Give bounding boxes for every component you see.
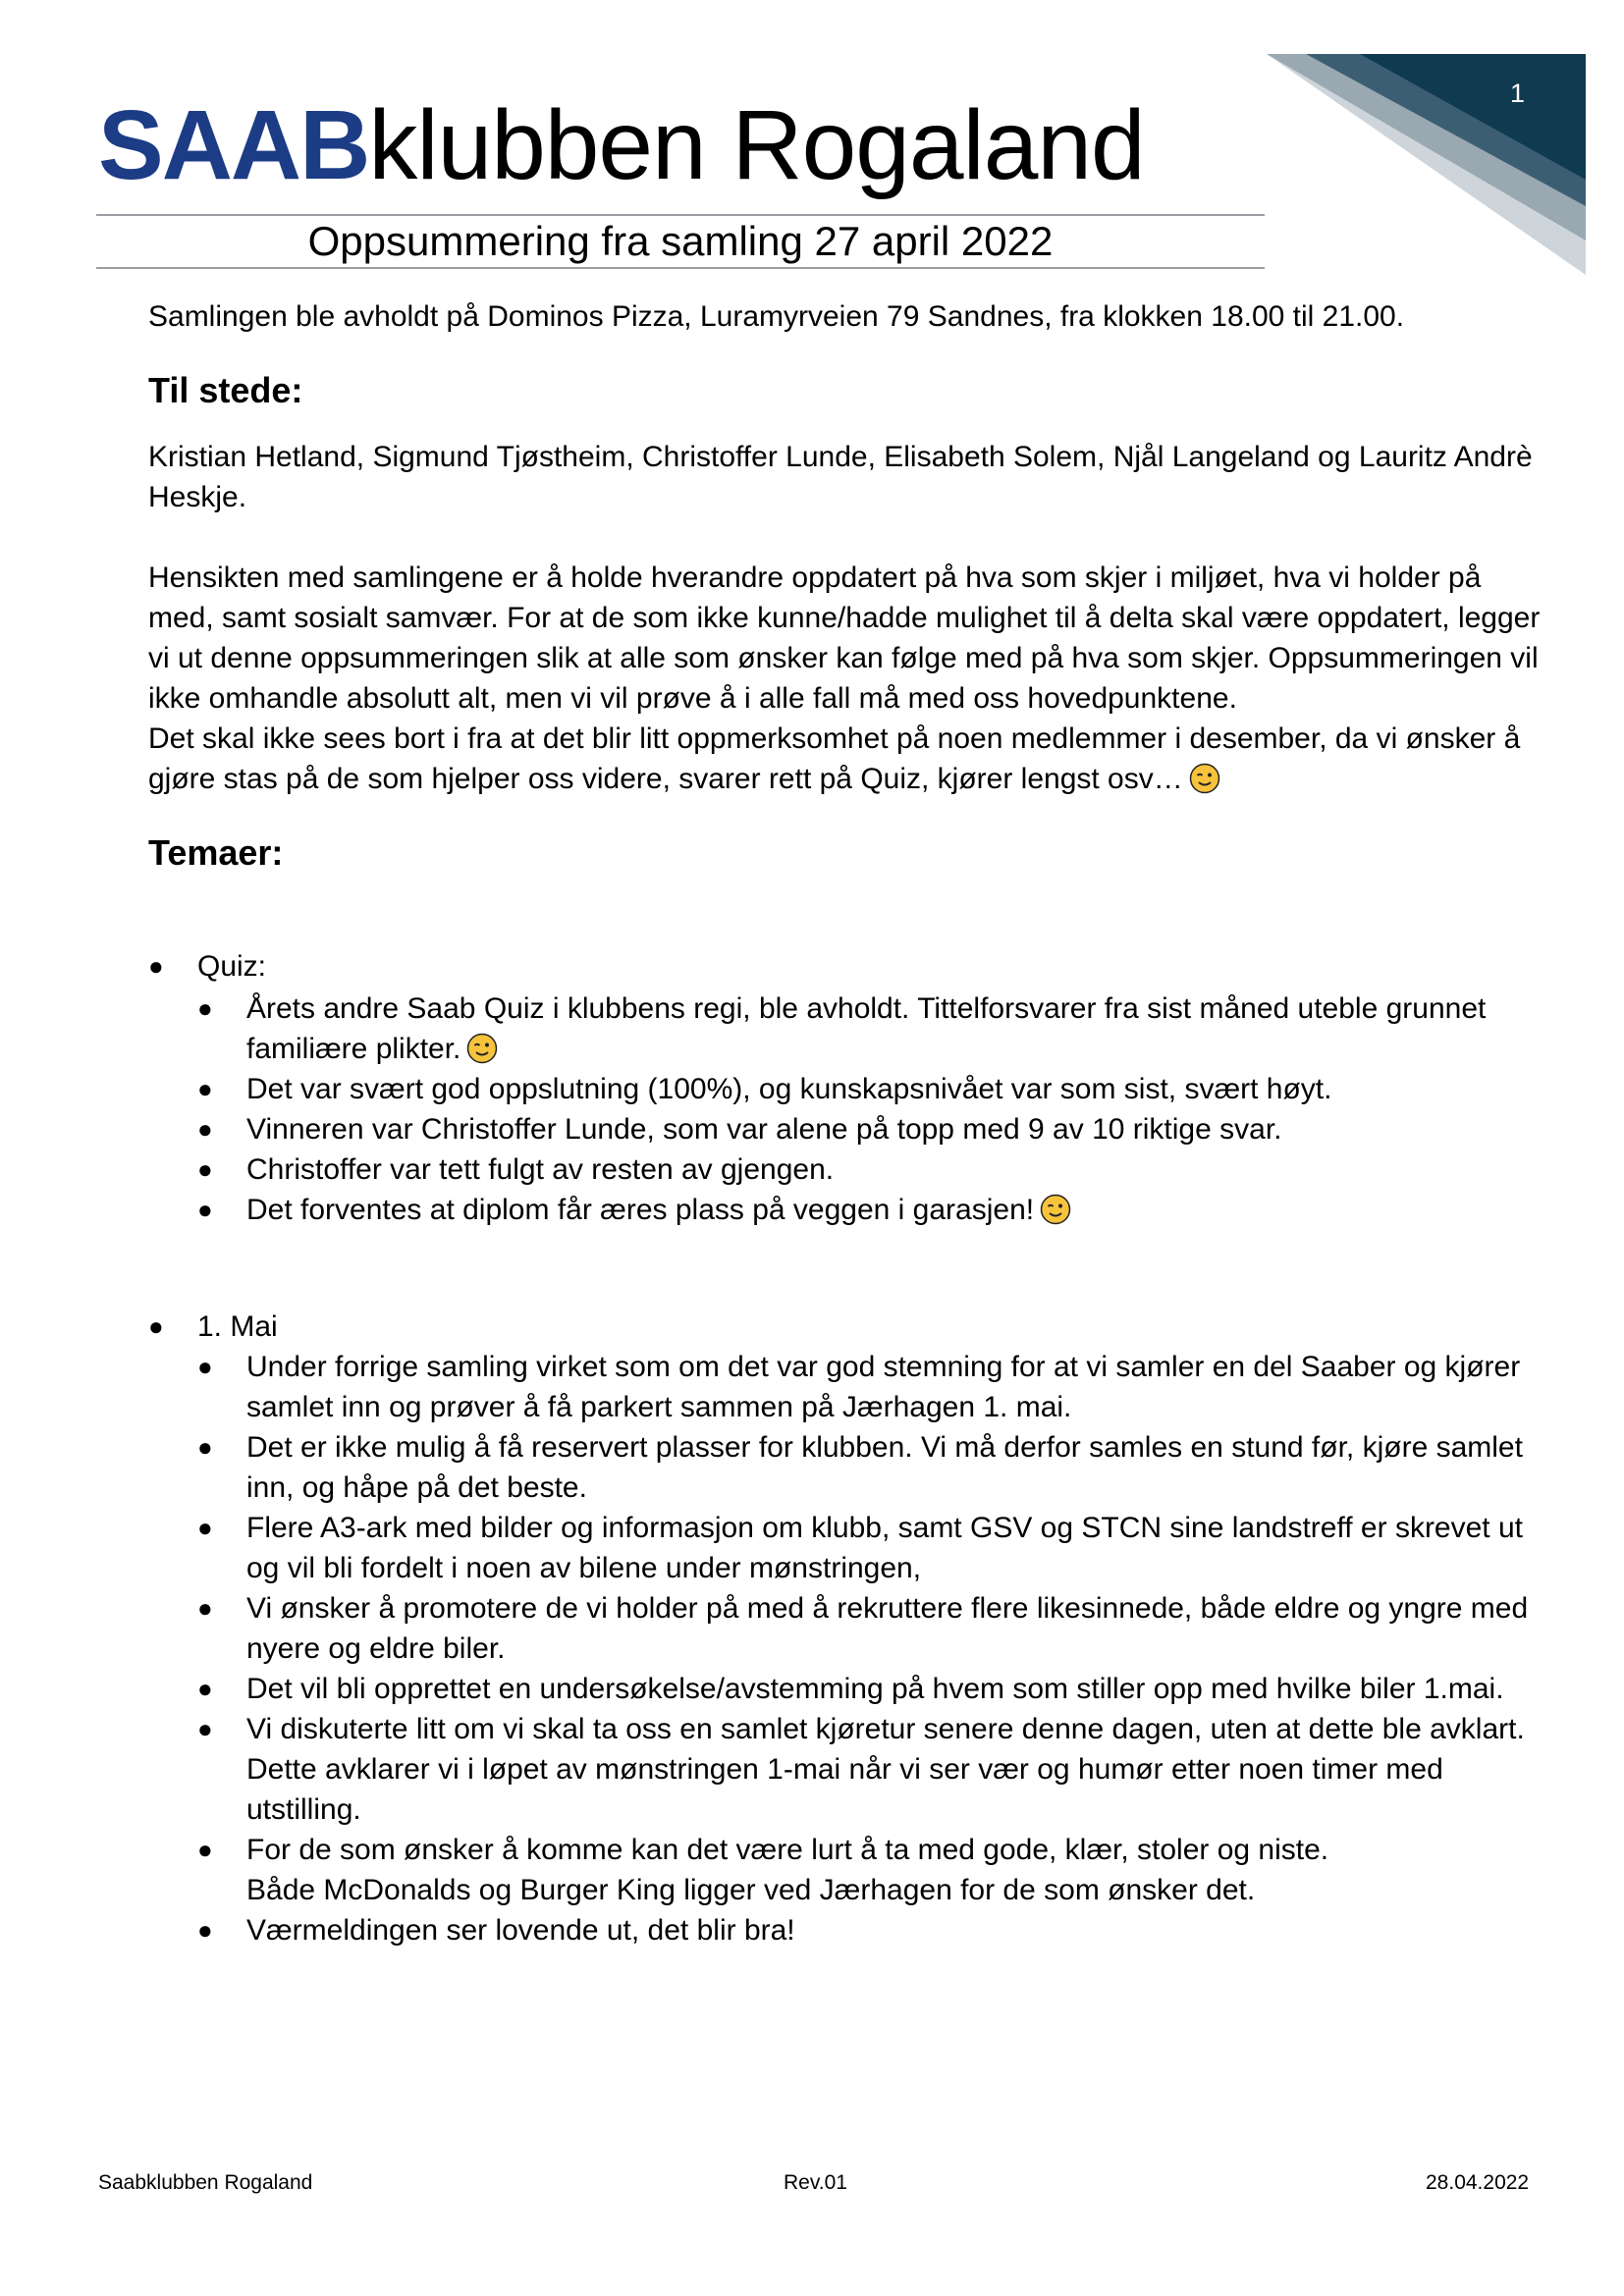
quiz-item-3: Vinneren var Christoffer Lunde, som var alene på topp med 9 av 10 riktige svar. [246,1113,1282,1146]
footer-center: Rev.01 [784,2171,847,2194]
footer-left: Saabklubben Rogaland [98,2171,313,2194]
mai-item-6: Vi diskuterte litt om vi skal ta oss en samlet kjøretur senere denne dagen, uten at dette ble avklart. Dette avklarer vi i løpet av mønstringen 1-mai når vi ser vær og humør etter noen timer med utstilling. [246,1713,1525,1826]
mai-items [148,1347,1543,1950]
mai-item-3: Flere A3-ark med bilder og informasjon om klubb, samt GSV og STCN sine landstreff er skrevet ut og vil bli fordelt i noen av bilene under mønstringen, [246,1512,1523,1584]
bullet: ● [197,1114,213,1144]
list-item [148,1709,1543,1830]
bullet: ● [197,1195,213,1224]
list-item [148,1427,1543,1508]
document-body [148,293,1543,1950]
mai-item-2: Det er ikke mulig å få reservert plasser for klubben. Vi må derfor samles en stund før, kjøre samlet inn, og håpe på det beste. [246,1431,1523,1504]
purpose-paragraph-2 [148,719,1543,799]
logo-text: klubben Rogaland [368,90,1145,200]
logo-brand: SAAB [98,90,369,200]
bullet: ● [197,1674,213,1703]
wink-emoji-icon [466,1033,498,1064]
bullet: ● [197,1593,213,1623]
mai-item-7-line-2: Både McDonalds og Burger King ligger ved Jærhagen for de som ønsker det. [246,1874,1256,1906]
bullet: ● [197,1915,213,1945]
theme-quiz [148,946,1543,1230]
present-heading: Til stede: [148,370,303,410]
footer-right: 28.04.2022 [1426,2171,1530,2194]
list-item [148,1069,1543,1109]
bullet: ● [148,951,164,981]
bullet: ● [197,1513,213,1542]
bullet: ● [197,1835,213,1864]
themes-heading: Temaer: [148,832,284,873]
list-item [148,1830,1543,1910]
bullet: ● [148,1311,164,1341]
list-item [148,1508,1543,1588]
list-item [148,1109,1543,1149]
list-item [148,988,1543,1069]
list-item [148,1588,1543,1669]
mai-item-1: Under forrige samling virket som om det var god stemning for at vi samler en del Saaber og kjører samlet inn og prøver å få parkert sammen på Jærhagen 1. mai. [246,1351,1521,1423]
bullet: ● [197,993,213,1023]
mai-item-7: For de som ønsker å komme kan det være lurt å ta med gode, klær, stoler og niste. [246,1834,1329,1866]
header-rule-top [96,214,1265,216]
wink-emoji-icon [1189,763,1220,794]
mai-item-8: Værmeldingen ser lovende ut, det blir bra! [246,1914,795,1947]
bullet: ● [197,1352,213,1381]
club-logo [98,90,1145,200]
list-item [148,1149,1543,1190]
corner-decoration [1267,54,1586,275]
purpose-paragraph: Hensikten med samlingene er å holde hverandre oppdatert på hva som skjer i miljøet, hva vi holder på med, samt sosialt samvær. For at de som ikke kunne/hadde mulighet til å delta skal være oppdatert, legger vi ut denne oppsummeringen slik at alle som ønsker kan følge med på hva som skjer. Oppsummeringen vil ikke omhandle absolutt alt, men vi vil prøve å i alle fall må med oss hovedpunktene. [148,561,1541,715]
header-rule-bottom [96,267,1265,269]
quiz-item-5: Det forventes at diplom får æres plass på veggen i garasjen! [246,1194,1035,1226]
bullet: ● [197,1074,213,1103]
theme-mai [148,1307,1543,1950]
page-title: Oppsummering fra samling 27 april 2022 [307,218,1054,264]
theme-quiz-label: Quiz: [197,950,267,983]
bullet: ● [197,1154,213,1184]
bullet: ● [197,1714,213,1743]
theme-mai-label: 1. Mai [197,1310,278,1343]
mai-item-4: Vi ønsker å promotere de vi holder på med å rekruttere flere likesinnede, både eldre og yngre med nyere og eldre biler. [246,1592,1529,1665]
list-item [148,1347,1543,1427]
bullet: ● [197,1432,213,1462]
list-item [148,1669,1543,1709]
purpose-paragraph-2-text: Det skal ikke sees bort i fra at det blir litt oppmerksomhet på noen medlemmer i desember, da vi ønsker å gjøre stas på de som hjelper oss videre, svarer rett på Quiz, kjører lengst osv… [148,722,1521,795]
wink-emoji-icon [1040,1194,1071,1225]
present-names: Kristian Hetland, Sigmund Tjøstheim, Christoffer Lunde, Elisabeth Solem, Njål Langeland og Lauritz Andrè Heskje. [148,441,1533,513]
quiz-item-4: Christoffer var tett fulgt av resten av gjengen. [246,1153,835,1186]
list-item [148,1910,1543,1950]
quiz-item-2: Det var svært god oppslutning (100%), og kunskapsnivået var som sist, svært høyt. [246,1073,1332,1105]
quiz-item-1: Årets andre Saab Quiz i klubbens regi, ble avholdt. Tittelforsvarer fra sist måned uteble grunnet familiære plikter. [246,992,1487,1065]
quiz-items [148,988,1543,1230]
page-number: 1 [1510,79,1526,108]
mai-item-5: Det vil bli opprettet en undersøkelse/avstemming på hvem som stiller opp med hvilke biler 1.mai. [246,1673,1504,1705]
intro-paragraph: Samlingen ble avholdt på Dominos Pizza, Luramyrveien 79 Sandnes, fra klokken 18.00 til 21.00. [148,300,1405,333]
themes-list [148,946,1543,1950]
list-item [148,1190,1543,1230]
